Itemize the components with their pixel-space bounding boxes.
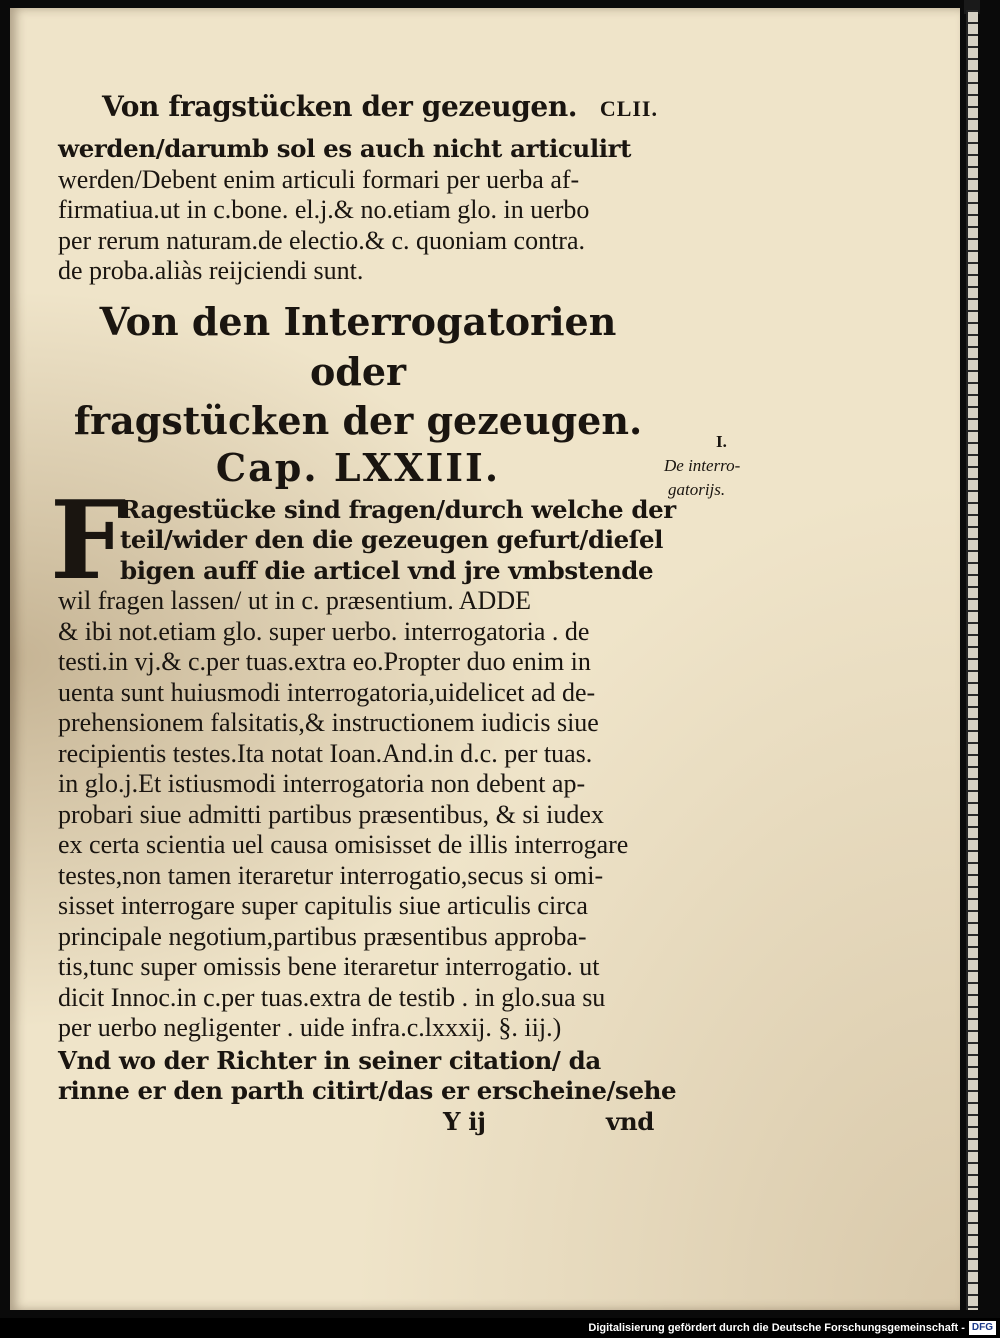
page-text <box>50 90 677 1137</box>
text-line: prehensionem falsitatis,& instructionem iudicis siue <box>58 708 599 737</box>
chapter-heading <box>58 297 658 491</box>
text-line: Ragestücke sind fragen/durch welche der <box>120 494 676 524</box>
closing-paragraph <box>58 1045 677 1107</box>
chapter-number: Cap. LXXIII. <box>215 444 501 490</box>
text-line: uenta sunt huiusmodi interrogatoria,uidelicet ad de- <box>58 677 596 707</box>
text-line: wil fragen lassen/ ut in c. præsentium. ADDE <box>58 586 531 615</box>
folio-number: CLII. <box>599 96 658 121</box>
text-line: recipientis testes.Ita notat Ioan.And.in d.c. per tuas. <box>58 738 593 768</box>
text-line: testes,non tamen iteraretur interrogatio,secus si omi- <box>58 860 604 890</box>
chapter-title-line: fragstücken der gezeugen. <box>73 397 643 443</box>
dfg-logo: DFG <box>969 1321 996 1335</box>
text-line: rinne er den parth citirt/das er erscheine/sehe <box>58 1076 677 1105</box>
text-line: per rerum naturam.de electio.& c. quoniam contra. <box>58 225 586 255</box>
text-line: dicit Innoc.in c.per tuas.extra de testib . in glo.sua su <box>58 982 606 1012</box>
running-header <box>58 90 658 134</box>
text-line: werden/Debent enim articuli formari per uerba af- <box>58 164 580 194</box>
text-line: firmatiua.ut in c.bone. el.j.& no.etiam glo. in uerbo <box>58 195 590 224</box>
text-line: Vnd wo der Richter in seiner citation/ da <box>58 1045 601 1075</box>
text-line: bigen auff die articel vnd jre vmbstende <box>120 555 654 585</box>
text-line: per uerbo negligenter . uide infra.c.lxxxij. §. iij.) <box>58 1013 562 1042</box>
text-line: tis,tunc super omissis bene iteraretur interrogatio. ut <box>58 952 600 981</box>
text-line: de proba.aliàs reijciendi sunt. <box>58 256 364 285</box>
margin-note <box>664 430 804 502</box>
text-line: testi.in vj.& c.per tuas.extra eo.Propter duo enim in <box>58 647 591 676</box>
margin-note-number: I. <box>716 432 727 451</box>
margin-note-line: De interro- <box>664 456 741 475</box>
signature-mark: Y ij <box>443 1106 486 1136</box>
text-line: sisset interrogare super capitulis siue articulis circa <box>58 891 588 920</box>
text-line: principale negotium,partibus præsentibus approba- <box>58 921 587 951</box>
latin-commentary <box>58 586 658 1044</box>
text-line: probari siue admitti partibus præsentibus, & si iudex <box>58 799 604 829</box>
footer-bar <box>0 1318 1000 1338</box>
drop-capital: F <box>50 477 127 604</box>
catchword: vnd <box>606 1106 654 1136</box>
chapter-title-line: Von den Interrogatorien oder <box>99 298 617 394</box>
text-line: in glo.j.Et istiusmodi interrogatoria non debent ap- <box>58 769 586 798</box>
scale-bar <box>966 10 978 1310</box>
text-line: werden/darumb sol es auch nicht articulirt <box>58 134 632 163</box>
running-title: Von fragstücken der gezeugen. <box>102 90 578 123</box>
margin-note-line: gatorijs. <box>668 480 726 499</box>
text-line: teil/wider den die gezeugen gefurt/dieſel <box>120 525 664 554</box>
text-line: & ibi not.etiam glo. super uerbo. interrogatoria . de <box>58 616 590 646</box>
footer-credit: Digitalisierung gefördert durch die Deutsche Forschungsgemeinschaft - <box>588 1322 965 1334</box>
text-line: ex certa scientia uel causa omisisset de illis interrogare <box>58 830 629 859</box>
catchline <box>58 1107 658 1138</box>
intro-paragraph <box>58 134 658 287</box>
